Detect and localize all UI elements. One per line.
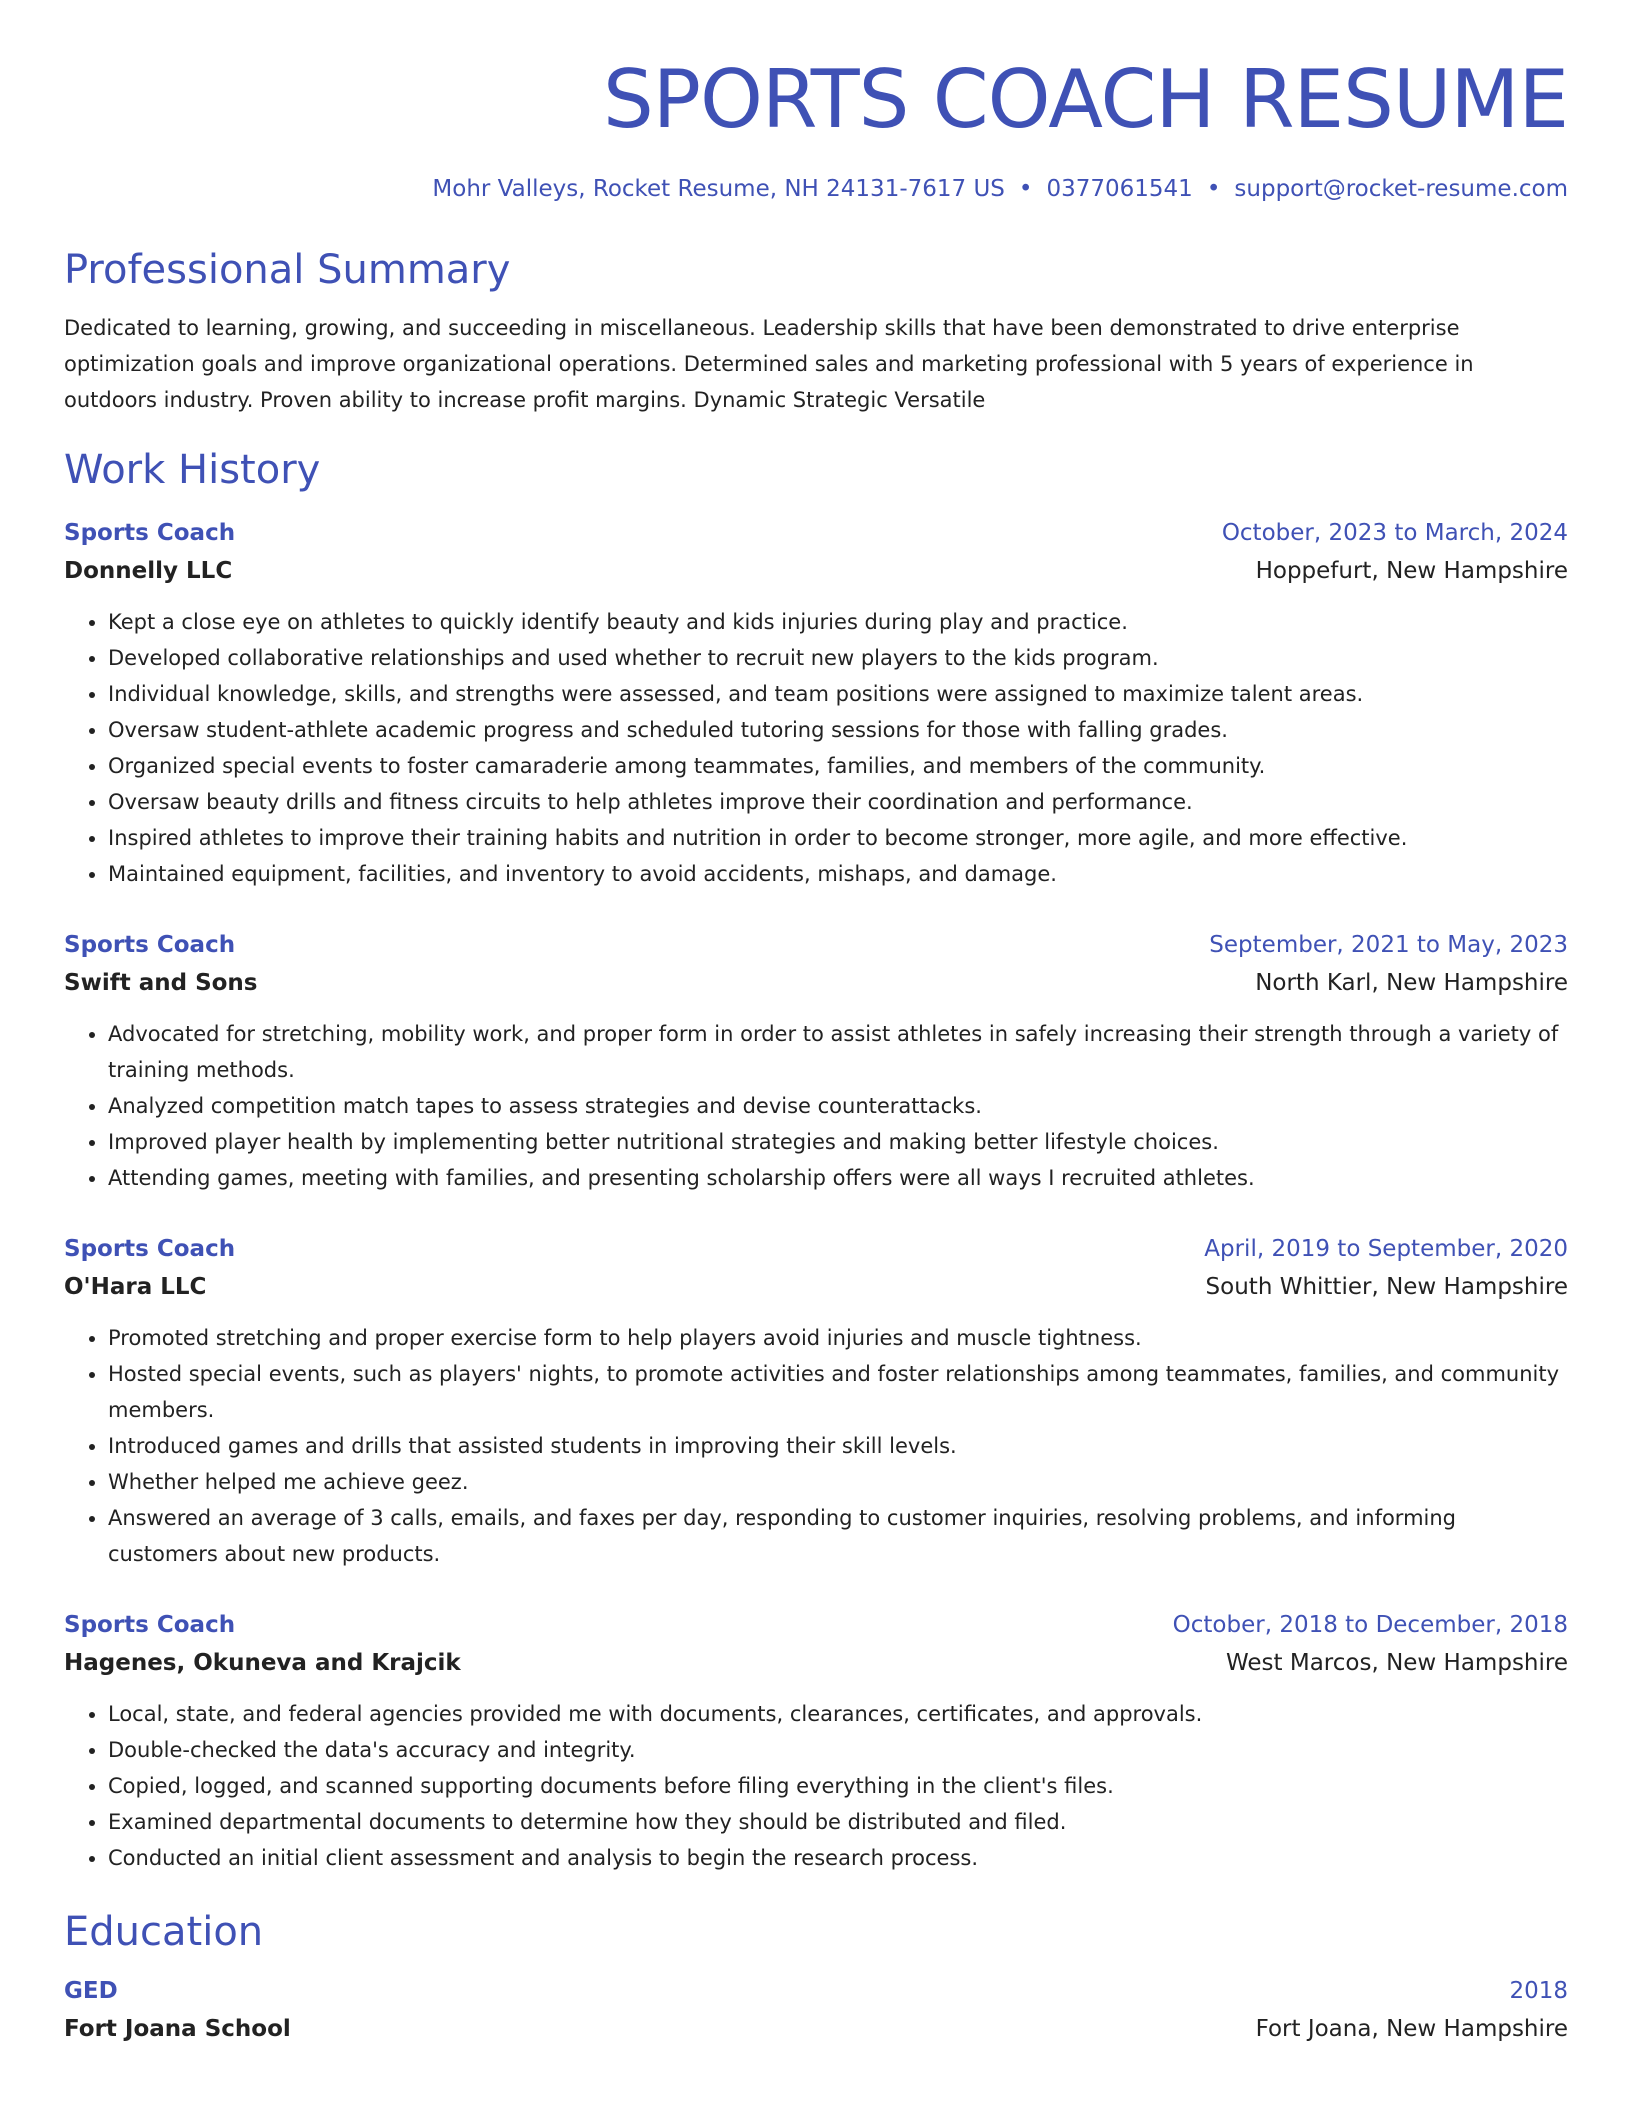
job-entry [64, 514, 1568, 892]
work-history-heading: Work History [64, 447, 321, 493]
job-company: Hagenes, Okuneva and Krajcik [64, 1650, 461, 1676]
job-bullet: • Attending games, meeting with families, and presenting scholarship offers were all ways I recruited athletes. [108, 1160, 1568, 1196]
job-bullets [64, 1320, 1568, 1572]
job-company: Donnelly LLC [64, 558, 233, 584]
job-dates: October, 2018 to December, 2018 [1172, 1612, 1568, 1638]
job-location: South Whittier, New Hampshire [1205, 1274, 1568, 1300]
resume-header [64, 50, 1568, 204]
job-bullets [64, 1016, 1568, 1196]
job-bullet: • Answered an average of 3 calls, emails, and faxes per day, responding to customer inquiries, resolving problems, and informing customers about new products. [108, 1500, 1568, 1572]
job-bullet: • Whether helped me achieve geez. [108, 1464, 1568, 1500]
contact-separator: • [1206, 176, 1221, 202]
job-dates: September, 2021 to May, 2023 [1209, 932, 1568, 958]
contact-line [64, 174, 1568, 204]
job-entry [64, 1230, 1568, 1572]
job-bullet: • Advocated for stretching, mobility work, and proper form in order to assist athletes in safely increasing their strength through a variety of training methods. [108, 1016, 1568, 1088]
summary-text: Dedicated to learning, growing, and succeeding in miscellaneous. Leadership skills that have been demonstrated to drive enterprise optimization goals and improve organizational operations. Determined sales and marketing professional with 5 years of experience in outdoors industry. Proven ability to increase profit margins. Dynamic Strategic Versatile [64, 316, 1474, 412]
job-dates: April, 2019 to September, 2020 [1204, 1236, 1568, 1262]
education-heading: Education [64, 1909, 264, 1955]
job-bullet: • Individual knowledge, skills, and strengths were assessed, and team positions were assigned to maximize talent areas. [108, 676, 1568, 712]
education-location: Fort Joana, New Hampshire [1255, 2016, 1568, 2042]
job-bullet: • Local, state, and federal agencies provided me with documents, clearances, certificates, and approvals. [108, 1696, 1568, 1732]
education-entry [64, 1972, 1568, 2048]
job-bullet: • Promoted stretching and proper exercise form to help players avoid injuries and muscle tightness. [108, 1320, 1568, 1356]
education-degree: GED [64, 1978, 118, 2004]
job-bullet: • Organized special events to foster camaraderie among teammates, families, and members of the community. [108, 748, 1568, 784]
education-year: 2018 [1509, 1978, 1568, 2004]
job-dates: October, 2023 to March, 2024 [1221, 520, 1568, 546]
job-bullets [64, 1696, 1568, 1876]
job-bullet: • Kept a close eye on athletes to quickly identify beauty and kids injuries during play and practice. [108, 604, 1568, 640]
contact-separator: • [1018, 176, 1033, 202]
job-entry [64, 1606, 1568, 1876]
job-entry [64, 926, 1568, 1196]
job-title: Sports Coach [64, 1612, 236, 1638]
job-bullets [64, 604, 1568, 892]
summary-heading: Professional Summary [64, 247, 511, 293]
job-bullet: • Copied, logged, and scanned supporting documents before filing everything in the client's files. [108, 1768, 1568, 1804]
job-bullet: • Analyzed competition match tapes to assess strategies and devise counterattacks. [108, 1088, 1568, 1124]
job-bullet: • Examined departmental documents to determine how they should be distributed and filed. [108, 1804, 1568, 1840]
job-title: Sports Coach [64, 520, 236, 546]
job-title: Sports Coach [64, 1236, 236, 1262]
job-bullet: • Maintained equipment, facilities, and inventory to avoid accidents, mishaps, and damage. [108, 856, 1568, 892]
job-company: Swift and Sons [64, 970, 258, 996]
contact-address: Mohr Valleys, Rocket Resume, NH 24131-7617 US [432, 176, 1005, 202]
job-bullet: • Improved player health by implementing better nutritional strategies and making better lifestyle choices. [108, 1124, 1568, 1160]
job-bullet: • Inspired athletes to improve their training habits and nutrition in order to become stronger, more agile, and more effective. [108, 820, 1568, 856]
resume-name: SPORTS COACH RESUME [602, 53, 1568, 146]
job-bullet: • Oversaw student-athlete academic progress and scheduled tutoring sessions for those with falling grades. [108, 712, 1568, 748]
job-title: Sports Coach [64, 932, 236, 958]
contact-phone: 0377061541 [1046, 176, 1193, 202]
job-bullet: • Developed collaborative relationships and used whether to recruit new players to the kids program. [108, 640, 1568, 676]
job-bullet: • Introduced games and drills that assisted students in improving their skill levels. [108, 1428, 1568, 1464]
job-bullet: • Hosted special events, such as players' nights, to promote activities and foster relationships among teammates, families, and community members. [108, 1356, 1568, 1428]
job-company: O'Hara LLC [64, 1274, 207, 1300]
education-school: Fort Joana School [64, 2016, 291, 2042]
job-location: North Karl, New Hampshire [1255, 970, 1568, 996]
job-bullet: • Oversaw beauty drills and fitness circuits to help athletes improve their coordination and performance. [108, 784, 1568, 820]
job-bullet: • Conducted an initial client assessment and analysis to begin the research process. [108, 1840, 1568, 1876]
job-location: Hoppefurt, New Hampshire [1255, 558, 1568, 584]
job-location: West Marcos, New Hampshire [1226, 1650, 1568, 1676]
contact-email[interactable]: support@rocket-resume.com [1234, 176, 1568, 202]
job-bullet: • Double-checked the data's accuracy and integrity. [108, 1732, 1568, 1768]
